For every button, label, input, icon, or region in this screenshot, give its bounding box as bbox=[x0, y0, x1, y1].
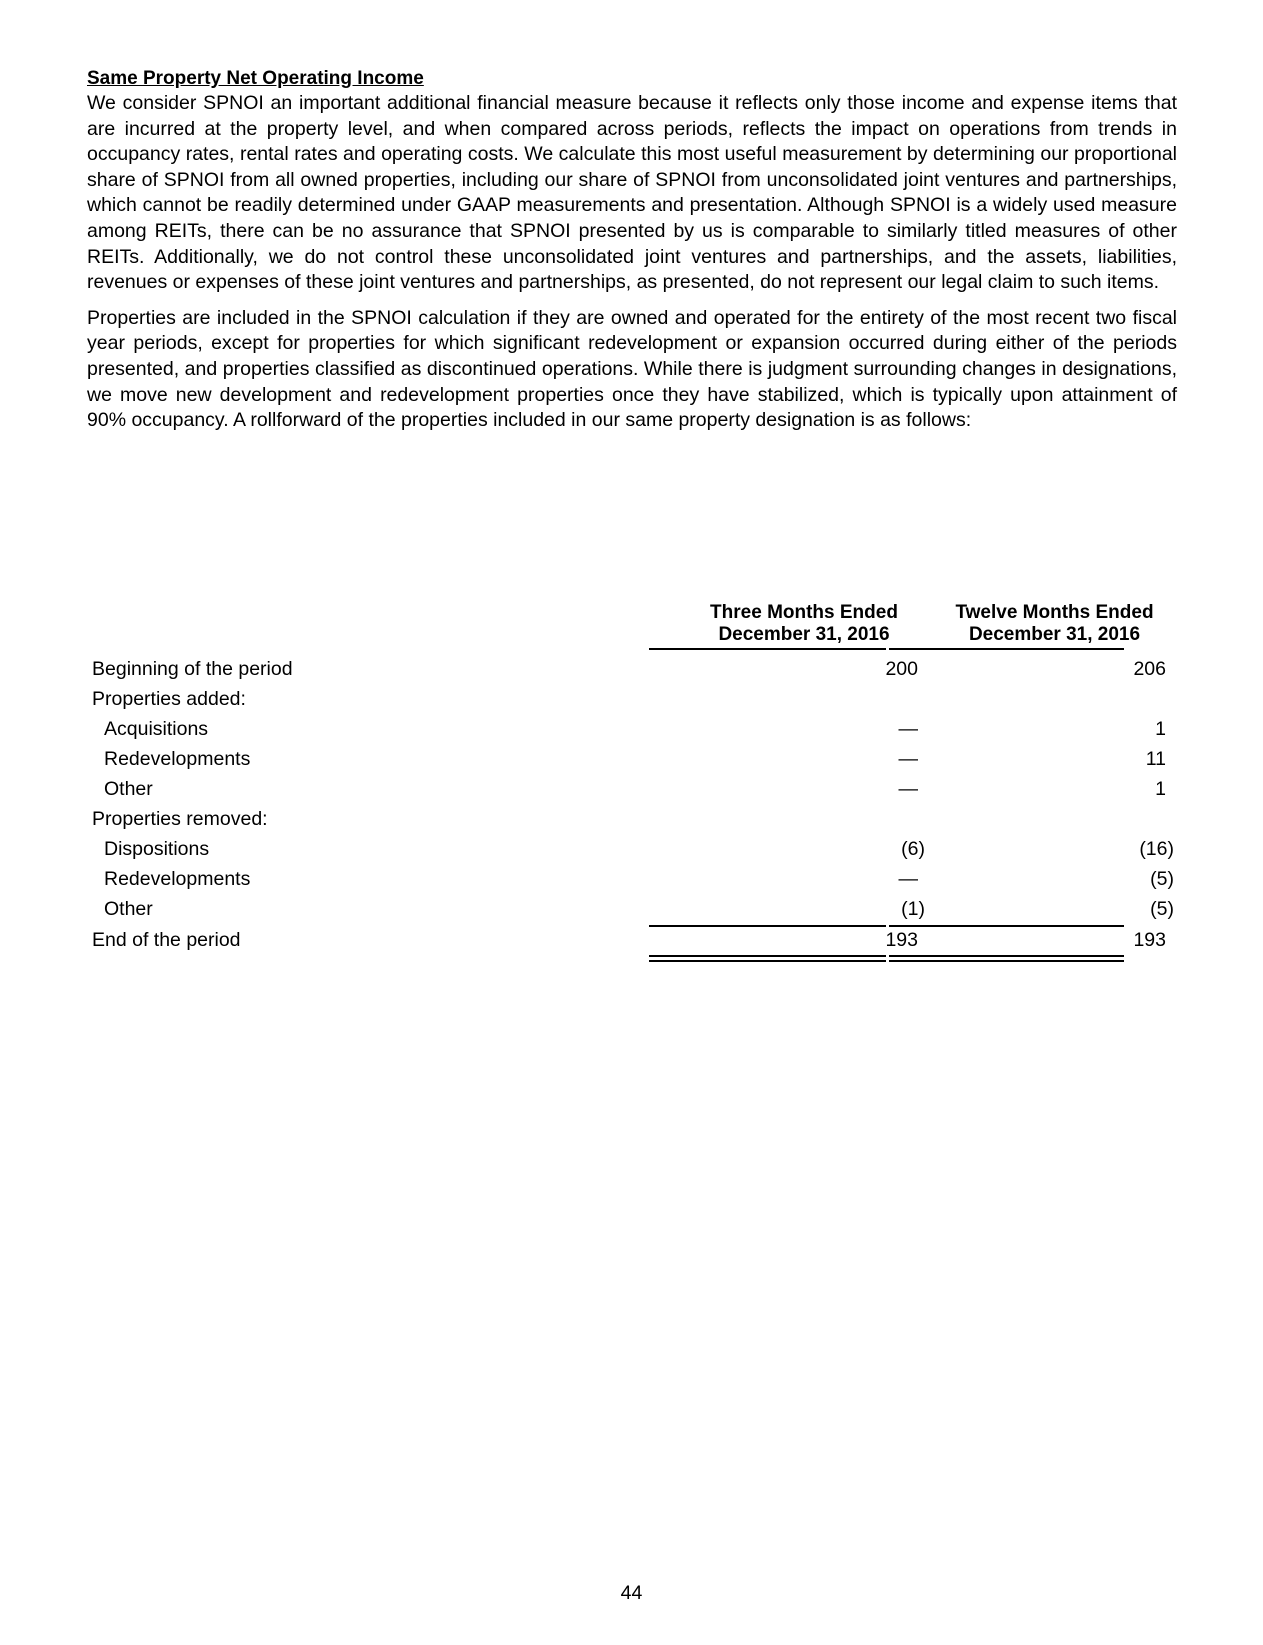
subtotal-rule bbox=[889, 925, 1124, 927]
three-month-value: — bbox=[898, 778, 918, 800]
table-row bbox=[87, 868, 1177, 898]
row-label: Properties removed: bbox=[92, 808, 268, 830]
twelve-month-value: (5) bbox=[1150, 868, 1174, 890]
three-month-value: — bbox=[898, 868, 918, 890]
table-row bbox=[87, 808, 1177, 838]
twelve-month-value: (5) bbox=[1150, 898, 1174, 920]
section-heading: Same Property Net Operating Income bbox=[87, 68, 424, 89]
twelve-month-value: 1 bbox=[1155, 778, 1166, 800]
table-row bbox=[87, 658, 1177, 688]
three-month-value: — bbox=[898, 748, 918, 770]
twelve-month-value: 1 bbox=[1155, 718, 1166, 740]
total-double-rule bbox=[649, 955, 886, 957]
header-rule bbox=[649, 648, 886, 650]
table-row bbox=[87, 748, 1177, 778]
twelve-month-value: (16) bbox=[1139, 838, 1174, 860]
three-month-value: (1) bbox=[901, 898, 925, 920]
twelve-month-value: 206 bbox=[1133, 658, 1166, 680]
row-label: Beginning of the period bbox=[92, 658, 293, 680]
table-row bbox=[87, 778, 1177, 808]
column-header-twelve-months: Twelve Months Ended December 31, 2016 bbox=[955, 602, 1154, 645]
total-double-rule bbox=[889, 960, 1124, 962]
subtotal-rule bbox=[649, 925, 886, 927]
row-label: Properties added: bbox=[92, 688, 246, 710]
three-month-value: (6) bbox=[901, 838, 925, 860]
document-page bbox=[87, 67, 1177, 951]
table-row bbox=[87, 898, 1177, 928]
row-label: Acquisitions bbox=[104, 718, 209, 740]
twelve-month-value: 193 bbox=[1133, 929, 1166, 951]
row-label: Redevelopments bbox=[104, 868, 251, 890]
header-rule bbox=[889, 648, 1124, 650]
paragraph: Properties are included in the SPNOI calculation if they are owned and operated for the entirety of the most recent two fiscal year periods, except for properties for which significant redevelopment or expansion occurred during either of the periods presented, and properties classified as discontinued operations. While there is judgment surrounding changes in designations, we move new development and redevelopment properties once they have stabilized, which is typically upon attainment of 90% occupancy. A rollforward of the properties included in our same property designation is as follows: bbox=[87, 306, 1177, 432]
column-header-three-months: Three Months Ended December 31, 2016 bbox=[710, 602, 898, 645]
row-label: Dispositions bbox=[104, 838, 210, 860]
twelve-month-value: 11 bbox=[1145, 748, 1166, 770]
three-month-value: 193 bbox=[885, 929, 918, 951]
three-month-value: 200 bbox=[885, 658, 918, 680]
total-double-rule bbox=[649, 960, 886, 962]
row-label: End of the period bbox=[92, 929, 241, 951]
paragraph: We consider SPNOI an important additional financial measure because it reflects only those income and expense items that are incurred at the property level, and when compared across periods, reflects the impact on operations from trends in occupancy rates, rental rates and operating costs. We calculate this most useful measurement by determining our proportional share of SPNOI from all owned properties, including our share of SPNOI from unconsolidated joint ventures and partnerships, which cannot be readily determined under GAAP measurements and presentation. Although SPNOI is a widely used measure among REITs, there can be no assurance that SPNOI presented by us is comparable to similarly titled measures of other REITs. Additionally, we do not control these unconsolidated joint ventures and partnerships, and the assets, liabilities, revenues or expenses of these joint ventures and partnerships, as presented, do not represent our legal claim to such items. bbox=[87, 92, 1177, 294]
table-row bbox=[87, 688, 1177, 718]
table-row bbox=[87, 718, 1177, 748]
three-month-value: — bbox=[898, 718, 918, 740]
page-number: 44 bbox=[620, 1582, 643, 1604]
table-row bbox=[87, 838, 1177, 868]
row-label: Other bbox=[104, 898, 153, 920]
total-double-rule bbox=[889, 955, 1124, 957]
row-label: Redevelopments bbox=[104, 748, 251, 770]
row-label: Other bbox=[104, 778, 153, 800]
